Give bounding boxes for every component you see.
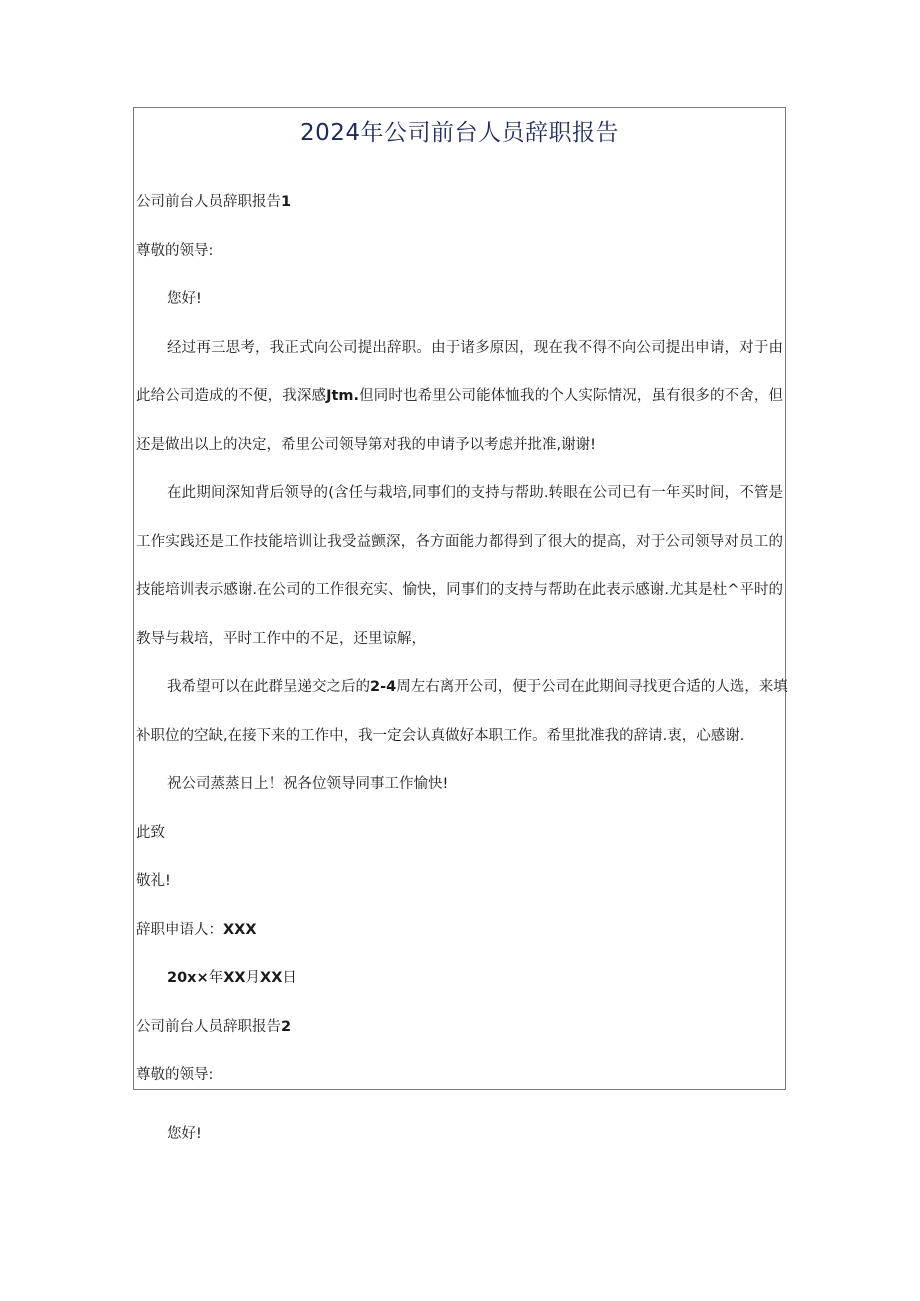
report1-signer: [136, 920, 257, 940]
report1-heading-text: 公司前台人员辞职报告: [136, 194, 281, 210]
report1-greeting: 您好!: [167, 291, 202, 307]
date-day-char: 日: [282, 970, 297, 986]
report1-date: [167, 968, 297, 988]
signer-label: 辞职申语人：: [136, 922, 223, 938]
report1-p1-line1: 经过再三思考，我正式向公司提出辞职。由于诸多原因，现在我不得不向公司提出申请，对于由: [167, 340, 783, 356]
report2-heading-text: 公司前台人员辞职报告: [136, 1019, 281, 1035]
date-month-char: 月: [245, 970, 261, 986]
report1-closing1: 此致: [136, 825, 165, 841]
date-month: XX: [223, 970, 246, 986]
report1-closing2: 敬礼!: [136, 873, 171, 889]
date-year: 20x×: [167, 970, 209, 986]
p3-line1-seg1: 我希望可以在此群呈递交之后的: [167, 679, 370, 695]
date-year-char: 年: [208, 970, 224, 986]
date-day: XX: [260, 970, 283, 986]
report1-salutation: 尊敬的领导:: [136, 243, 214, 259]
p1-line2-seg2: Jtm.: [326, 388, 360, 404]
report1-p3-line1: [167, 677, 788, 697]
report1-heading: [136, 192, 291, 212]
report1-p3-line2: 补职位的空缺,在接下来的工作中，我一定会认真做好本职工作。希里批准我的辞请.衷，心感谢.: [136, 728, 745, 744]
report2-heading: [136, 1017, 291, 1037]
report1-p2-line2: 工作实践还是工作技能培训让我受益颤深，各方面能力都得到了很大的提高，对于公司领导对员工的: [136, 534, 783, 550]
report1-p2-line1: 在此期间深知背后领导的(含任与栽培,同事们的支持与帮助.转眼在公司已有一年买时间，不管是: [167, 485, 783, 501]
report1-heading-number: 1: [281, 194, 292, 210]
p1-line2-seg1: 此给公司造成的不便，我深感: [136, 388, 327, 404]
report2-greeting: 您好!: [167, 1126, 202, 1142]
p3-line1-seg3: 周左右离开公司，便于公司在此期间寻找更合适的人选，来填: [396, 679, 788, 695]
p3-line1-seg2: 2-4: [370, 679, 397, 695]
document-title: 2024年公司前台人员辞职报告: [299, 120, 620, 146]
report1-p1-line3: 还是做出以上的决定，希里公司领导第对我的申请予以考虑并批准,谢谢!: [136, 437, 596, 453]
signer-name: XXX: [223, 922, 257, 938]
report2-salutation: 尊敬的领导:: [136, 1067, 214, 1083]
report1-p2-line3: 技能培训表示感谢.在公司的工作很充实、愉快，同事们的支持与帮助在此表示感谢.尤其是杜^平时的: [136, 582, 783, 598]
p1-line2-seg3: 但同时也希里公司能体恤我的个人实际情况，虽有很多的不舍，但: [359, 388, 783, 404]
report1-p2-line4: 教导与栽培，平时工作中的不足，还里谅解，: [136, 631, 426, 647]
report2-heading-number: 2: [281, 1019, 292, 1035]
report1-wish: 祝公司蒸蒸日上！祝各位领导同事工作愉快!: [167, 776, 449, 792]
report1-p1-line2: [136, 386, 783, 406]
